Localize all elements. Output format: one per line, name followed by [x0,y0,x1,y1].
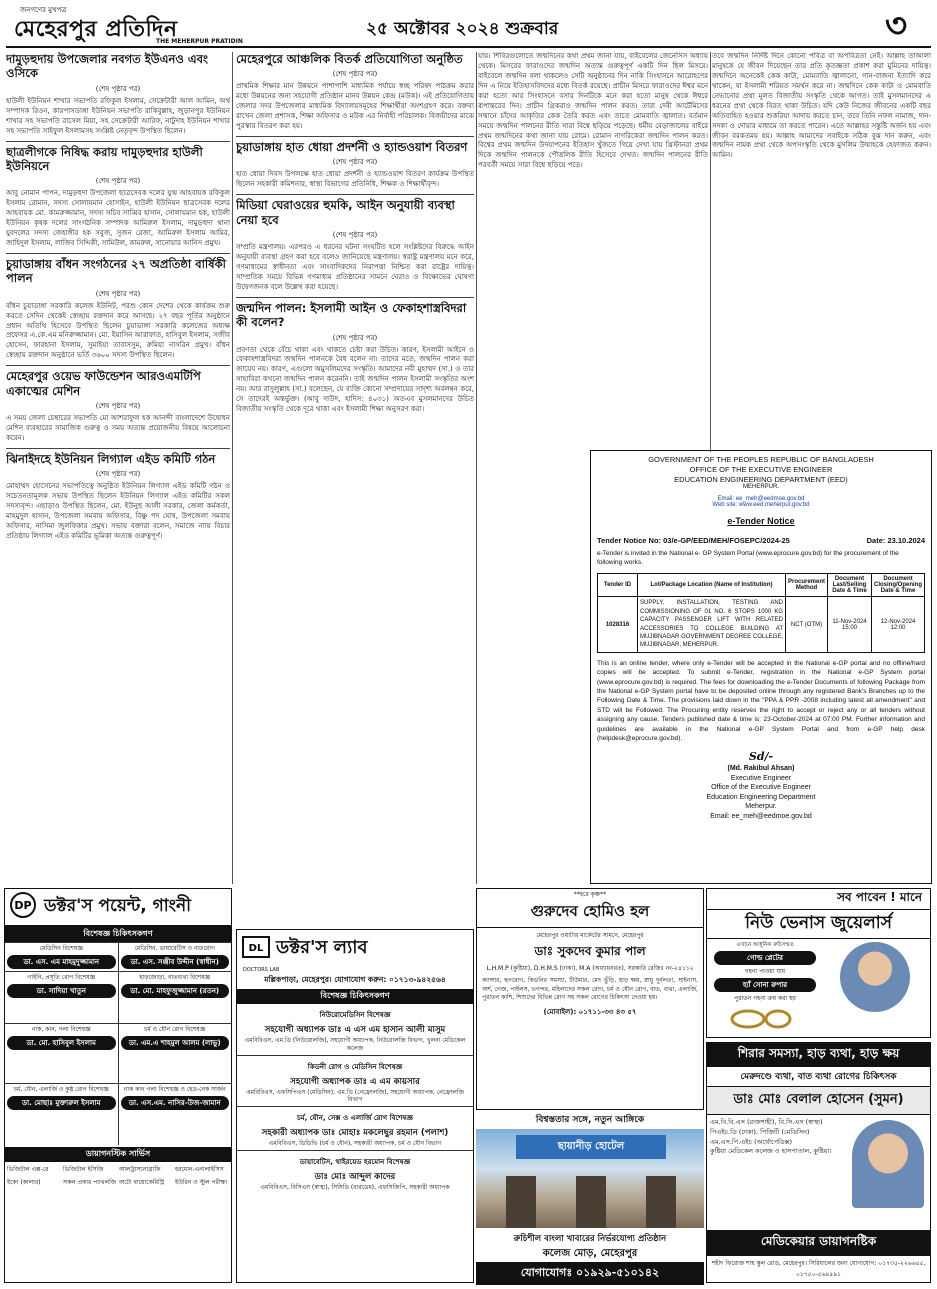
ad-title: গুরুদেব হোমিও হল [477,900,703,928]
issue-date: ২৫ অক্টোবর ২০২৪ শুক্রবার [366,19,559,39]
service-item: সকল প্রকার প্যাথলজি [63,1178,117,1186]
chamber-name: মেডিকেয়ার ডায়াগনষ্টিক [707,1230,930,1256]
column-divider [232,52,233,884]
last-selling-date: 11-Nov-2024 15:00 [828,597,872,652]
column-2 [236,52,474,884]
lab-doctor-block [237,1056,473,1108]
tender-id: 1028316 [598,597,638,652]
diagnostics-label: ডায়াগনস্টিক সার্ভিস [5,1147,231,1162]
continued-label: (শেষ পৃষ্ঠার পর) [95,84,141,93]
tender-email[interactable]: Email: ee_meh@eedmoe.gov.bd [717,496,805,503]
restaurant-phone[interactable]: যোগাযোগঃ ০১৯২৯-৫১০১৪২ [476,1262,704,1285]
lab-doctor-block [237,1151,473,1194]
ad-title: নিউ ভেনাস জুয়েলার্স [707,909,930,939]
tender-table [597,573,925,652]
doctor-specialty: চর্ম, যৌন, সেক্স ও এলার্জি রোগ বিশেষজ্ঞ [297,1114,413,1123]
article-body: মোহাম্মদ হোসেনের সভাপতিত্বে অনুষ্ঠিত ইউনিয়ন লিগ্যাল এইড কমিটি গঠন ও সচেতনতামূলক সভায় উপস্থিত ছিলেন ইউনিয়ন লিগ্যাল এইড কমিটির সকল সদস্যবৃন্দ। এছাড়াও উপস্থিত ছিলেন, মো. ইউনুছ আলী সরকার, জেলা কর্মকর্তা, মাহমুদুল হাসান, উপজেলা সমবায় অফিসার, বিষ্ণু পদ ঘোষ, উপজেলা সমবায় অফিসার, নাসিমা জুলফিকার প্রমুখ। সভায় বক্তারা বলেন, সমাজে ন্যায় বিচার প্রতিষ্ঠায় লিগ্যাল এইড কমিটির ভূমিকা অত্যন্ত গুরুত্বপূর্ণ। [6,482,230,540]
page-number: ৩ [884,6,908,46]
article-body: সম্প্রতি মন্ত্রণালয়। এরপরও এ ধরনের ঘটনা সংঘটিত হলে সংশ্লিষ্টদের বিরুদ্ধে আইন অনুযায়ী ব্যবস্থা গ্রহণ করা হবে বলেও জানিয়েছে মন্ত্রণালয়। স্বরাষ্ট্র মন্ত্রণালয় মনে করে, গণমাধ্যমের স্বাধীনতা এবং সাংবাদিকদের নিরাপত্তা নিশ্চিত করা রাষ্ট্রের দায়িত্ব। সাম্প্রতিক সময়ে বিভিন্ন গণমাধ্যম প্রতিষ্ঠানের সামনে ঘেরাও ও বিক্ষোভের ঘোষণা উদ্বেগজনক বলে উল্লেখ করা হয়েছে। [236,243,474,291]
tender-footer: This is an online tender, where only e-Tender will be accepted in the National e-GP portal and no offline/hard copies will be accepted. To submit e-Tender, registration in the National e-GP System portal (www.eprocure.gov.bd) is required. The fees for downloading the e-Tender Documents of following Package from the National e-GP System portal have to be deposited online through any registered Bank's Branches up to the Following Date & Time. The provisions laid down in the "PPA & PPR -2008 including latest all amendment" and STD will be Followed. The Procuring entity reserves the right to accept or reject any or all tenders without assigning any cause. Tenders published date & time is: 23-October-2024 at 07:00 PM. Further information and guidelines are available in the National e-GP System Portal and from e-GP help desk (helpdesk@eprocure.gov.bd). [597,659,925,743]
service-item: ইউরিন ও স্টুল পরীক্ষা [175,1178,228,1186]
article-headline[interactable]: ছাত্রলীগকে নিষিদ্ধ করায় দামুড়হুদার হাউলী ইউনিয়নে [6,141,230,174]
signature-mark: Sd/- [748,749,774,763]
signatory-email[interactable]: Email: ee_meh@eedmoe.gov.bd [710,812,812,820]
doctor-specialty: নিউরোমেডিসিন বিশেষজ্ঞ [319,1011,391,1019]
office-line: OFFICE OF THE EXECUTIVE ENGINEER [689,464,833,474]
article-headline[interactable]: মেহেরপুরে আঞ্চলিক বিতর্ক প্রতিযোগিতা অনুষ্ঠিত [236,52,463,66]
ad-subtitle: বিশেষজ্ঞ চিকিৎসকগণ [237,989,473,1004]
column-4 [712,52,931,452]
article-headline[interactable]: মিডিয়া ঘেরাওয়ের হুমকি, আইন অনুযায়ী ব্যবস্থা নেয়া হবে [236,194,474,227]
ad-bone-clinic[interactable] [706,1042,931,1283]
owner-name [707,1037,930,1038]
article-headline[interactable]: মেহেরপুর ওয়েভ ফাউন্ডেশন আরওএমটিপি একাত্মের মেশিন [6,365,230,398]
procurement-method: NCT (OTM) [786,597,828,652]
doctor-specialty: ডায়াবেটিস, থাইরয়েড হরমোন বিশেষজ্ঞ [299,1157,411,1166]
doctor-name: ডা. সাদিয়া খাতুন [7,984,116,998]
chamber-address[interactable]: শহীদ ফিরোজ শাহ স্কুল রোড, মেহেরপুর। সিরিয়ালের জন্য যোগাযোগ: ০১৭৩৫-২২৬৬৪৫, ০১৭৫০-৫৬৪৫৯১ [711,1260,926,1278]
article-headline[interactable]: চুয়াডাঙ্গায় হাত ধোয়া প্রদর্শনী ও হ্যান্ডওয়াশ বিতরণ [236,136,474,154]
ad-line: গহনা পাওয়া যায় [744,968,786,975]
ad-line: পুরাতন গহনা ক্রয় করা হয় [734,995,796,1002]
ad-doctors-point[interactable] [4,888,232,1283]
table-row [598,597,925,652]
restaurant-sign: ছায়ানীড় হোটেল [516,1135,666,1159]
ad-gurudev-homeo[interactable] [476,888,704,1110]
ad-line: হ্যাঁ সোনা রুপার [714,978,816,992]
doctor-degree: এম.এস.পি.এইচ (অর্থোপেডিক্স) [710,1137,793,1146]
doctor-specialty: মেডিসিন, ডায়াবেটিস ও বাতরোগ [134,945,215,952]
doctor-name: ডাঃ মোঃ বেলাল হোসেন (সুমন) [707,1086,930,1115]
diagnostics-list [5,1162,231,1190]
ad-title: ডক্টর'স ল্যাব [276,937,368,958]
ad-line: গোল্ড প্লেটের [714,951,816,965]
continued-label: (শেষ পৃষ্ঠার পর) [95,177,141,186]
tender-intro: e-Tender is invited in the National e- GP System Portal (www.eprocure.gov.bd) for the procurement of the following works. [597,550,899,567]
table-header: Procurement Method [786,574,828,597]
ad-title: ডক্টর'স পয়েন্ট, গাংনী [44,896,192,916]
article-body: এ সময় জেলা চেম্বারের সভাপতি মো আশরাফুল হক আনন্দী বাংলাদেশে উদ্বোধন মেশিন ব্যবহারের সামাজিক গুরুত্ব ও সময় অত্যন্ত প্রয়োজনীয় বিষয়ে আলোচনা করেন। [6,414,230,442]
doctor-specialty: চর্ম ও যৌন রোগ বিশেষজ্ঞ [144,1025,206,1033]
doctor-avatar [852,1120,924,1208]
tender-title: e-Tender Notice [727,516,795,527]
lab-doctor-block [237,1107,473,1151]
article-body: হাউলী ইউনিয়ন শাখার সভাপতি রফিকুল ইসলাম, সেক্রেটারী আল আমিন, অর্থ সম্পাদক রিওন, কারপাসডাঙ্গা ইউনিয়ন সভাপতি রাকিবুল্লাহ, জুড়ানপুর ইউনিয়ন শাখার সহ সভাপতি রাসেল মিয়া, সহ সেক্রেটারী আরিফ, নাটুদাহ ইউনিয়ন শাখার সহ সভাপতি সাইফুল ইসলামসহ সংশ্লিষ্ট নেতৃবৃন্দ উপস্থিত ছিলেন। [6,96,230,135]
ad-tagline: বিশ্বস্ততার সঙ্গে, নতুন আঙ্গিকে [535,1115,645,1125]
tender-notice-number: Tender Notice No: 03/e-GP/EED/MEH/FOSEPC/2024-25 [597,536,790,546]
doctor-row [5,942,231,971]
lab-address: মল্লিকপাড়া, মেহেরপুর। যোগাযোগ করুন: ০১৭১৩-৯৪২৫৬৪ [264,975,446,984]
doctor-specialty: হাড়জোড়া, বাতব্যথা বিশেষজ্ঞ [139,973,211,981]
doctor-name: সহকারী অধ্যাপক ডাঃ মোহাঃ মকলেছুর রহমান (পলাশ) [261,1128,449,1139]
doctor-degrees: এমবিবিএস, এম.ডি (নিউরোলজি), সহযোগী অধ্যাপক, নিউরোলজি বিভাগ, খুলনা মেডিকেল কলেজ [244,1037,466,1052]
doctor-name: ডা. এম.এ শাহমুল আলম (লাভু) [121,1036,230,1050]
ad-top-text: শিরার সমস্যা, হাড় ব্যথা, হাড় ক্ষয় [707,1043,930,1067]
newspaper-name-en: THE MEHERPUR PRATIDIN [156,38,243,45]
continued-label: (শেষ পৃষ্ঠার পর) [95,289,141,298]
continued-label: (শেষ পৃষ্ঠার পর) [332,333,378,342]
doctor-name: ডা. মো. হাসিবুল ইসলাম [7,1036,116,1050]
lab-doctor-block [237,1004,473,1056]
doctor-specialty: গাইনি, প্রসূতি রোগ বিশেষজ্ঞ [27,973,96,981]
continued-label: (শেষ পৃষ্ঠার পর) [95,402,141,410]
doctor-affiliation: কুষ্টিয়া মেডিকেল কলেজ ও হাসপাতাল, কুষ্টিয়া। [710,1147,832,1156]
table-header: Document Closing/Opening Date & Time [872,574,925,597]
doctor-name: ডা. এস.এম. নাসির-উজ-জামান [121,1096,230,1110]
service-item: ডিজিটাল এক্স-রে [7,1165,49,1173]
government-line: GOVERNMENT OF THE PEOPLES REPUBLIC OF BANGLADESH [648,455,874,464]
service-item: হরমোন-এনালাইসিস [175,1165,224,1173]
doctor-name: ডা. এস. সঞ্জীব উদ্দীন (স্বাধীন) [121,955,230,969]
jewelry-icon [728,1008,798,1034]
service-item: আলট্রাসনোগ্রাফি [119,1165,161,1173]
service-item: ইকো (কালার) [7,1178,41,1186]
column-1 [6,52,230,884]
signatory-department: Education Engineering Department [706,793,816,801]
service-item: অটো বায়োকেমিস্ট্রি [119,1178,165,1186]
article-body: যায়। শিবিরগুলোতে জন্মদিনের কথা প্রথম জানা যায়, বাইবেলের জেনেসিস অধ্যায় থেকে। মিসরের ফারাওদের জন্মদিন অত্যন্ত গুরুত্বপূর্ণ একটি দিন ছিল মিসরে। বাইবেলে জন্মদিন বলা থাকলেও সেটি অনুষ্ঠানের দিন নাকি সিংহাসনে আরোহণের দিন এ নিয়ে ইতিহাসবিদদের মধ্যে বিতর্ক রয়েছে। প্রাচীন মিসরে ফারাওদের ঈশ্বর মনে করা হতো আর সিংহাসনে বসার দিনটিকে মনে করা হতো মানুষ থেকে ঈশ্বরে রূপান্তরের দিন। প্রাচীন গ্রিকরাও জন্মদিন পালন করত। তারা দেবী আর্টেমিসের সম্মানে চাঁদের আকৃতির কেক তৈরি করত এবং তাতে মোমবাতি জ্বালাত। বর্তমান সময়ে জন্মদিন পালনের রীতি সারা বিশ্বে ছড়িয়ে পড়েছে। ধর্মীয় বেড়াজালের বাইরে প্রথম জন্মদিনের কথা জানা যায় রোমে। রোমান নাগরিকেরা জন্মদিন পালন করত। বিশ্বের প্রথম জন্মদিন উদযাপনের ইতিহাস খুঁজতে গিয়ে দেখা যায় খ্রিস্টানরা প্রথম দিকে জন্মদিন পালনকে পৌত্তলিক রীতি হিসেবে দেখত। জন্মদিন পালনের রীতি পরবর্তী সময়ে সারা বিশ্বে ছড়িয়ে পড়ে। [478,52,708,170]
department-line: EDUCATION ENGINEERING DEPARTMENT (EED) [674,474,848,484]
closing-date: 12-Nov-2024 12:00 [872,597,925,652]
svg-text:DL: DL [248,942,264,954]
article-body: বাঁধন চুয়াডাঙ্গা সরকারি কলেজ ইউনিট, পরশু কোন দেশের থেকে কার্যক্রম শুরু করতে সেদিন থেকেই স্বেচ্ছায় রক্তদান করে আসছে। ২৭ বছর পূর্তির অনুষ্ঠানে প্রধান অতিথি হিসেবে উপস্থিত ছিলেন চুয়াডাঙ্গা সরকারি কলেজের অধ্যক্ষ প্রফেসর এ.কে.এম মনিরুজ্জামান। মো. ইয়াসিন আরাফাত, হাসিবুল ইসলাম, সজীব হোসেন, ফারহানা ইসলাম, সুমাইয়া তাবাসসুম, রুমিয়া নাসরিন প্রমুখ। বাঁধন স্বেচ্ছায় রক্তদান অনুষ্ঠানে ভর্তি ৩৬০০ সদস্য উপস্থিত ছিলেন। [6,301,230,360]
doctor-specialty: মেডিসিন বিশেষজ্ঞ [39,945,83,952]
location-line: MEHERPUR. [742,484,779,491]
ad-jewellers[interactable] [706,888,931,1038]
signatory-office: Office of the Executive Engineer [711,784,811,792]
ad-subtitle: মেরুদণ্ডে ব্যথা, বাত ব্যথা রোগের চিকিৎসক [740,1072,897,1082]
doctor-specialty: চর্ম, যৌন, এলার্জি ও কুষ্ঠ রোগ বিশেষজ্ঞ [13,1085,109,1093]
doctor-degree: এম.বি.বি.এস (রাজশাহী), বি.সি.এস (স্বাস্থ্য) [710,1118,823,1126]
e-tender-notice [590,450,932,884]
lab-brand: DOCTORS LAB [243,967,280,973]
article-body: হাত ধোয়া দিবস উপলক্ষে হাত ধোয়া প্রদর্শনী ও হ্যান্ডওয়াশ বিতরণ কার্যক্রম উপস্থিত ছিলেন সহকারী কমিশনার, স্বাস্থ্য বিভাগের প্রতিনিধি, শিক্ষক ও শিক্ষার্থীবৃন্দ। [236,170,474,189]
doctor-name: ডা. মো. মাহফুজুজ্জামান (রতন) [121,984,230,998]
signatory-location: Meherpur. [745,803,777,811]
restaurant-photo [476,1129,704,1228]
doctor-specialty: কিডনী রোগ ও মেডিসিন বিশেষজ্ঞ [307,1062,403,1071]
article-body: তবে জন্মদিন নির্দিষ্ট দিনে কোনো পবিত্র বা অপবিত্রতা নেই। আল্লাহ তাআলা মানুষকে যে জীবন দিয়েছেন তার প্রতি কৃতজ্ঞতা প্রকাশ করা মুমিনের দায়িত্ব। জন্মদিনে অনেকেই কেক কাটা, মোমবাতি জ্বালানো, গান-বাজনা ইত্যাদি করে থাকেন, যা ইসলামী শরিয়ত সমর্থন করে না। জন্মদিনে কেক কাটা ও মোমবাতি নেভানোর প্রথা মূলত বিজাতীয় সংস্কৃতি থেকে আগত। তাই মুসলমানদের এ ধরনের প্রথা থেকে বিরত থাকা উচিত। যদি কেউ নিজের জীবনের একটি বছর অতিবাহিত হওয়ার শুকরিয়া আদায় করতে চান, তবে তিনি নফল নামাজ, দান-সদকা ও দোয়ার মাধ্যমে তা করতে পারেন। এতে আল্লাহর সন্তুষ্টি অর্জন হয় এবং জীবন বরকতময় হয়। আল্লাহ আমাদের সবাইকে সঠিক বুঝ দান করুন, এবং জন্মদিন নামক প্রথা থেকে অপসংস্কৃতি থেকে মুসলিম উম্মাহকে হেফাজত করুন। আমিন। [712,52,931,160]
article-headline[interactable]: জন্মদিন পালন: ইসলামী আইন ও ফেকাহশাস্ত্রবিদরা কী বলেন? [236,297,474,330]
shop-door [506,1176,536,1228]
doctor-degrees: এমবিবিএস, ডিডিভি (চর্ম ও যৌন), সহকারী অধ্যাপক, চর্ম ও যৌন বিভাগ [268,1140,442,1148]
column-divider [710,52,711,452]
ad-top-text: সব পাবেন ! মানে [836,890,922,904]
table-header: Lot/Package Location (Name of Institution) [638,574,786,597]
doctor-specialty: নাক, কান, গলা বিশেষজ্ঞ [31,1025,91,1033]
owner-avatar [840,942,910,1012]
masthead [6,4,931,48]
ad-address: মেহেরপুর ওয়াটার মার্কেটের সামনে, মেহেরপুর [536,932,644,939]
table-header: Document Last/Selling Date & Time [828,574,872,597]
article-body: প্রাথমিক শিক্ষার মান উন্নয়নে পাশাপাশি মাধ্যমিক পর্যায়ে স্বচ্ছ পরিষদ পাঠক্রম করার মধ্যে উন্নয়নের জন্য সহযোগী প্রতিষ্ঠান মানব উন্নয়ন কেন্দ্র (মউক)। এই প্রতিযোগিতায় জেলার সদর উপজেলার মাধ্যমিক বিদ্যালয়সমূহের শিক্ষার্থীরা অংশগ্রহণ করে। বক্তব্য রাখেন জেলা প্রশাসক, শিক্ষা অফিসার ও মউক এর নির্বাহী পরিচালক। বিজয়ীদের মাঝে পুরস্কার বিতরণ করা হয়। [236,82,474,131]
shop-door [576,1176,606,1228]
article-headline[interactable]: চুয়াডাঙ্গায় বাঁধন সংগঠনের ২৭ অপ্রতিষ্ঠা বার্ষিকী পালন [6,253,230,286]
tender-signature [597,750,925,821]
tender-website[interactable]: Web site: www.eed.meherpur.gov.bd [712,502,810,509]
signatory-name: (Md. Rakibul Ahsan) [727,765,795,773]
continued-label: (শেষ পৃষ্ঠার পর) [95,470,141,479]
doctor-degree: পিএইচ.ডি (ঢাকা), পিজিটি (মেডিসিন) [710,1127,810,1136]
article-headline[interactable]: ঝিনাইদহে ইউনিয়ন লিগ্যাল এইড কমিটি গঠন [6,448,230,466]
doctor-row [5,1083,231,1145]
doctor-specialty: নাক কান গলা বিশেষজ্ঞ ও হেড-নেক সার্জন [123,1085,226,1093]
doctor-name: ডা. এস. এম মাহমুদুজ্জামান [7,955,116,969]
ad-line: এখানে আধুনিক রুচিসম্মত [736,942,794,948]
article-body: আবু নোমান পাপন, দামুড়হুদা উপজেলা ছাত্রসেবক দলের যুগ্ম আহবায়ক রফিকুল ইসলাম রোমান, সদস্য সোলায়মান হোসাইন, হাউলী ইউনিয়ন ছাত্রসেবক দলের আহবায়ক মো. কামরুজ্জামান, সদস্য সচিব সাব্বির হাসান, সোলায়মান হক, হাউলী ইউনিয়ন কৃষক দলের সাংগঠনিক সম্পাদক আমিরুল ইসলাম, দামুড়হুদা থানা যুবদলের সদস্য জেহাঙ্গীর হক সবুজ, সুজন রেজা, আমিরুল ইসলাম আমির, জাহিদুল ইসলাম, লাজিব সিদ্দিকী, সামিউল, কামরুল, সানোয়ার আনিস প্রমুখ। [6,189,230,247]
article-headline[interactable]: দামুড়হুদায় উপজেলার নবগত ইউএনও এবং ওসিকে [6,52,208,81]
tender-description: SUPPLY, INSTALLATION, TESTING AND COMMISSIONING OF 01 NO. 6 STOPS 1000 KG CAPACITY PASSENGER LIFT WITH RELATED ACCESSORIES TO COLLEGE BUILDING AT MUJIBNAGAR GOVERNMENT DEGREE COLLEGE, MUJIBNAGAR, MEHERPUR. [638,597,786,652]
masthead-tagline: জনগণের মুখপত্র [20,6,67,14]
newspaper-name: মেহেরপুর প্রতিদিন [14,16,178,42]
table-header: Tender ID [598,574,638,597]
doctor-name: ডা. মোছাঃ মুক্তারুল ইসলাম [7,1096,116,1110]
doctor-name: সহযোগী অধ্যাপক ডাঃ এ এস এম হাসান আলী মাসুম [264,1025,446,1035]
doctor-degrees: এমবিবিএস, এফসিপিএস (মেডিসিন), এম.ডি (নেফ্রোলজি), সহযোগী অধ্যাপক, নেফ্রোলজি বিভাগ [246,1088,464,1104]
shop-door [646,1176,676,1228]
doctor-row [5,971,231,1023]
ad-subtitle: বিশেষজ্ঞ চিকিৎসকগণ [5,927,231,942]
doctor-name: সহযোগী অধ্যাপক ডাঃ এ এম কায়সার [290,1076,420,1087]
doctor-name: ডাঃ মোঃ আব্দুল কাদের [314,1171,396,1182]
ad-doctors-lab[interactable] [236,929,474,1283]
continued-label: (শেষ পৃষ্ঠার পর) [332,231,378,240]
doctor-degrees: L.H.M.P (কুষ্টিয়া), D.H.M.S (ঢাকা), M.A (অধ্যায়নরত), সরকারি রেজিঃ নং-২৪১১২ [486,965,694,972]
doctor-name: ডাঃ সুকদেব কুমার পাল [534,944,646,958]
service-item: ডিজিটাল ইসিজি [63,1165,104,1173]
column-divider [476,52,477,884]
signatory-title: Executive Engineer [730,774,792,782]
lab-logo-icon [242,936,270,962]
doctor-degrees: এমবিবিএস, বিসিএস (স্বাস্থ্য), সিসিডি (বারডেম), এফসিজিপি, সহকারী অধ্যাপক [260,1183,450,1191]
services-text: ক্যান্সার, হৃদরোগ, কিডনির সমস্যা, টিউমার, মেদ ভুঁড়ি, হাড় ক্ষয়, স্নায়ু দুর্বলতা, সাইনাস, অর্শ, গেজ, পাইলস, ভগন্দর, মহিলাদের সকল রোগ, চর্ম ও যৌন রোগ, বাত, ব্যথা, এলার্জি, পুরাতন কাশি, শিশুদের বিভিন্ন রোগ সহ সকল রোগের চিকিৎসা দেওয়া হয়। [482,977,698,1002]
tender-date: Date: 23.10.2024 [866,536,925,546]
restaurant-location: কলেজ মোড়, মেহেরপুর [542,1248,638,1259]
restaurant-description: রুচিশীল বাংলা খাবারের নির্ভরযোগ্য প্রতিষ্ঠান [513,1234,667,1244]
ad-tag: **হরে কৃষ্ণ** [573,891,607,898]
svg-text:DP: DP [14,899,32,912]
continued-label: (শেষ পৃষ্ঠার পর) [332,70,378,79]
clinic-logo-icon [10,892,36,922]
doctor-row [5,1023,231,1083]
continued-label: (শেষ পৃষ্ঠার পর) [332,158,378,167]
article-body: প্রবণতা থেকে বেঁচে থাকা এবং থাকতে চেষ্টা করা উচিত। কারণ, ইসলামী আইনে ও ফেকাহশাস্ত্রবিদরা জন্মদিন পালনকে বৈধ বলেন না। তাদের মতে, জন্মদিন পালন করা জায়েয নয়। কারণ, এগুলো অমুসলিমদের সংস্কৃতি। আমাদের নবী মুহাম্মদ (সা.) ও তার সাহাবিরা কখনো জন্মদিন পালন করেননি। তাই জন্মদিন পালন ইসলামী সংস্কৃতির অংশ নয়। আর রাসুলুল্লাহ (সা.) বলেছেন, যে ব্যক্তি কোনো সম্প্রদায়ের সাদৃশ্য অবলম্বন করে, সে তাদেরই অন্তর্ভুক্ত। (আবু দাউদ, হাদিস: ৪০৩১) অতএব মুসলমানদের উচিত বিজাতীয় সংস্কৃতি থেকে দূরে থাকা এবং ইসলামী শিক্ষা অনুসরণ করা। [236,345,474,414]
ad-phone[interactable]: (মোবাইল): ০১৭১১-৩৩ ৪৩ ৫৭ [543,1008,637,1017]
